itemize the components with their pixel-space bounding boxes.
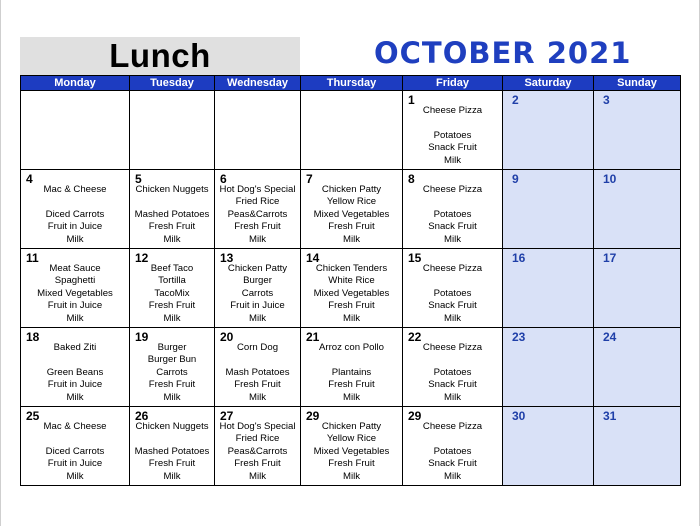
calendar-week-row: [21, 328, 681, 407]
calendar-day-cell: [594, 249, 681, 328]
menu-item: Cheese Pizza: [422, 421, 483, 432]
weekday-header: Thursday: [301, 76, 403, 91]
menu-item: Milk: [66, 233, 84, 245]
day-number: 12: [135, 251, 149, 265]
menu-list: [403, 184, 502, 246]
day-number: 21: [306, 330, 320, 344]
calendar-day-cell: [403, 407, 503, 486]
menu-list: [301, 421, 402, 483]
menu-list: [301, 342, 402, 404]
menu-item: Mixed Vegetables: [313, 445, 390, 457]
menu-item: Milk: [66, 312, 84, 324]
day-number: 13: [220, 251, 234, 265]
calendar-day-cell: [130, 328, 215, 407]
calendar-week-row: [21, 91, 681, 170]
calendar-day-cell: [503, 328, 594, 407]
menu-item: Fried Rice: [235, 433, 280, 445]
menu-list: [403, 263, 502, 325]
menu-item: Milk: [248, 470, 267, 482]
menu-item: Fruit in Juice: [47, 221, 103, 233]
menu-item: Mac & Cheese: [43, 184, 107, 195]
menu-item: Mixed Vegetables: [313, 287, 390, 299]
day-number: 26: [135, 409, 149, 423]
calendar-day-cell: [403, 91, 503, 170]
calendar-week-row: [21, 170, 681, 249]
menu-list: [215, 184, 300, 246]
menu-item: White Rice: [328, 275, 375, 287]
calendar-day-cell: [594, 328, 681, 407]
menu-item: Potatoes: [433, 129, 472, 141]
day-number: 29: [306, 409, 320, 423]
menu-item: Fruit in Juice: [47, 458, 103, 470]
day-number: 18: [26, 330, 40, 344]
menu-item: Snack Fruit: [428, 458, 477, 470]
calendar-day-cell: [594, 91, 681, 170]
day-number: 24: [603, 330, 617, 344]
menu-item: Potatoes: [433, 445, 472, 457]
weekday-header-row: [21, 76, 681, 91]
menu-item: Milk: [443, 391, 462, 403]
day-number: 8: [408, 172, 415, 186]
weekday-header: Saturday: [503, 76, 594, 91]
menu-item: [403, 196, 502, 208]
menu-item: Diced Carrots: [45, 208, 105, 220]
menu-item: [403, 433, 502, 445]
menu-item: [21, 196, 129, 208]
lunch-title: Lunch: [109, 37, 211, 74]
menu-item: Fresh Fruit: [328, 221, 375, 233]
day-number: 27: [220, 409, 234, 423]
menu-item: Carrots: [241, 287, 274, 299]
day-number: 4: [26, 172, 33, 186]
menu-list: [130, 263, 214, 325]
calendar-day-cell: [130, 249, 215, 328]
menu-item: Chicken Nuggets: [135, 184, 209, 195]
menu-item: Mixed Vegetables: [37, 287, 113, 299]
weekday-header: Sunday: [594, 76, 681, 91]
menu-item: Fresh Fruit: [328, 379, 375, 391]
menu-item: Fried Rice: [235, 196, 280, 208]
menu-item: Hot Dog's Special: [219, 421, 296, 432]
menu-item: Snack Fruit: [428, 300, 477, 312]
calendar-day-cell: [130, 91, 215, 170]
menu-item: Fresh Fruit: [234, 379, 281, 391]
menu-item: Milk: [342, 470, 361, 482]
menu-item: Mashed Potatoes: [134, 208, 210, 220]
menu-item: Chicken Nuggets: [135, 421, 209, 432]
menu-item: Mash Potatoes: [225, 366, 290, 378]
day-number: 11: [26, 251, 39, 265]
menu-item: Potatoes: [433, 366, 472, 378]
calendar-day-cell: [503, 91, 594, 170]
menu-item: Burger: [157, 342, 187, 353]
month-title: OCTOBER 2021: [374, 36, 632, 70]
menu-item: Yellow Rice: [326, 433, 377, 445]
menu-item: Mixed Vegetables: [313, 208, 390, 220]
menu-list: [130, 184, 214, 246]
day-number: 6: [220, 172, 227, 186]
day-number: 20: [220, 330, 234, 344]
menu-item: Milk: [248, 312, 267, 324]
calendar-day-cell: [215, 407, 301, 486]
menu-item: Milk: [342, 312, 361, 324]
day-number: 7: [306, 172, 313, 186]
menu-item: TacoMix: [154, 287, 190, 299]
menu-item: Tortilla: [158, 275, 186, 287]
menu-item: Fresh Fruit: [328, 300, 375, 312]
menu-item: Yellow Rice: [326, 196, 377, 208]
menu-item: [301, 354, 402, 366]
menu-item: [21, 433, 129, 445]
day-number: 1: [408, 93, 415, 107]
menu-item: Beef Taco: [150, 263, 194, 274]
menu-item: Fresh Fruit: [148, 300, 196, 312]
menu-item: Fresh Fruit: [234, 458, 281, 470]
calendar-day-cell: [503, 170, 594, 249]
menu-item: Chicken Patty: [321, 421, 382, 432]
calendar-day-cell: [594, 407, 681, 486]
menu-item: Milk: [443, 233, 462, 245]
menu-item: Cheese Pizza: [422, 342, 483, 353]
calendar-day-cell: [215, 170, 301, 249]
menu-item: Milk: [248, 391, 267, 403]
menu-list: [130, 421, 214, 483]
calendar-day-cell: [301, 91, 403, 170]
menu-item: Milk: [66, 470, 84, 482]
calendar-day-cell: [403, 328, 503, 407]
menu-item: Green Beans: [46, 366, 104, 378]
menu-item: Cheese Pizza: [422, 105, 483, 116]
calendar-day-cell: [301, 249, 403, 328]
menu-list: [21, 184, 129, 246]
menu-list: [403, 421, 502, 483]
day-number: 9: [512, 172, 519, 186]
day-number: 19: [135, 330, 149, 344]
menu-item: Fresh Fruit: [148, 458, 196, 470]
menu-item: Mashed Potatoes: [134, 445, 210, 457]
menu-item: Cheese Pizza: [422, 184, 483, 195]
menu-item: Peas&Carrots: [227, 445, 288, 457]
menu-item: [21, 354, 129, 366]
menu-item: Chicken Tenders: [315, 263, 388, 274]
menu-item: Plantains: [331, 366, 372, 378]
menu-list: [215, 263, 300, 325]
menu-list: [301, 184, 402, 246]
menu-item: Baked Ziti: [53, 342, 97, 353]
day-number: 3: [603, 93, 610, 107]
menu-item: [403, 354, 502, 366]
calendar-day-cell: [21, 249, 130, 328]
menu-item: Spaghetti: [54, 275, 96, 287]
day-number: 31: [603, 409, 617, 423]
calendar-day-cell: [503, 407, 594, 486]
calendar-day-cell: [503, 249, 594, 328]
menu-list: [215, 421, 300, 483]
weekday-header: Friday: [403, 76, 503, 91]
menu-list: [21, 342, 129, 404]
menu-list: [301, 263, 402, 325]
calendar-week-row: [21, 249, 681, 328]
menu-item: Milk: [163, 470, 181, 482]
day-number: 14: [306, 251, 320, 265]
menu-list: [21, 263, 129, 325]
menu-item: Milk: [163, 391, 181, 403]
calendar-day-cell: [130, 407, 215, 486]
menu-item: Hot Dog's Special: [219, 184, 296, 195]
weekday-header: Tuesday: [130, 76, 215, 91]
menu-list: [215, 342, 300, 404]
menu-list: [403, 342, 502, 404]
menu-item: Snack Fruit: [428, 221, 477, 233]
menu-item: Milk: [248, 233, 267, 245]
menu-item: Milk: [163, 233, 181, 245]
day-number: 30: [512, 409, 526, 423]
menu-item: [403, 117, 502, 129]
menu-item: Milk: [163, 312, 181, 324]
menu-item: Fresh Fruit: [148, 221, 196, 233]
menu-item: Arroz con Pollo: [318, 342, 385, 353]
day-number: 5: [135, 172, 142, 186]
menu-list: [403, 105, 502, 167]
menu-item: Potatoes: [433, 287, 472, 299]
day-number: 2: [512, 93, 519, 107]
menu-item: [130, 196, 214, 208]
menu-item: Burger Bun: [147, 354, 197, 366]
menu-list: [130, 342, 214, 404]
menu-list: [21, 421, 129, 483]
menu-item: Mac & Cheese: [43, 421, 107, 432]
calendar-week-row: [21, 407, 681, 486]
menu-item: Snack Fruit: [428, 142, 477, 154]
menu-item: Burger: [243, 275, 272, 287]
lunch-title-box: [20, 37, 300, 75]
day-number: 29: [408, 409, 422, 423]
menu-item: [403, 275, 502, 287]
day-number: 10: [603, 172, 617, 186]
menu-item: [215, 354, 300, 366]
menu-item: Peas&Carrots: [227, 208, 288, 220]
calendar-day-cell: [215, 249, 301, 328]
menu-item: Chicken Patty: [321, 184, 382, 195]
menu-item: Fresh Fruit: [234, 221, 281, 233]
calendar-day-cell: [301, 407, 403, 486]
calendar-day-cell: [21, 328, 130, 407]
menu-item: Snack Fruit: [428, 379, 477, 391]
menu-item: Fresh Fruit: [328, 458, 375, 470]
calendar-day-cell: [301, 170, 403, 249]
menu-item: Milk: [443, 470, 462, 482]
calendar-day-cell: [21, 170, 130, 249]
calendar-day-cell: [21, 407, 130, 486]
menu-item: Milk: [443, 312, 462, 324]
menu-item: Milk: [443, 154, 462, 166]
menu-item: Carrots: [156, 366, 188, 378]
menu-item: Milk: [342, 391, 361, 403]
day-number: 16: [512, 251, 526, 265]
calendar-day-cell: [215, 91, 301, 170]
menu-item: Fruit in Juice: [47, 379, 103, 391]
calendar-day-cell: [403, 249, 503, 328]
menu-item: Diced Carrots: [45, 445, 105, 457]
calendar-day-cell: [403, 170, 503, 249]
menu-item: Cheese Pizza: [422, 263, 483, 274]
menu-item: Potatoes: [433, 208, 472, 220]
calendar-day-cell: [215, 328, 301, 407]
menu-item: Fruit in Juice: [230, 300, 285, 312]
menu-item: Fruit in Juice: [47, 300, 103, 312]
menu-item: Meat Sauce: [49, 263, 101, 274]
day-number: 23: [512, 330, 526, 344]
menu-item: Milk: [66, 391, 84, 403]
weekday-header: Monday: [21, 76, 130, 91]
calendar-day-cell: [130, 170, 215, 249]
day-number: 17: [603, 251, 617, 265]
calendar-day-cell: [21, 91, 130, 170]
day-number: 15: [408, 251, 422, 265]
calendar-day-cell: [301, 328, 403, 407]
menu-item: [130, 433, 214, 445]
calendar-day-cell: [594, 170, 681, 249]
weekday-header: Wednesday: [215, 76, 301, 91]
menu-item: Corn Dog: [236, 342, 279, 353]
menu-item: Fresh Fruit: [148, 379, 196, 391]
menu-item: Chicken Patty: [227, 263, 288, 274]
day-number: 22: [408, 330, 422, 344]
lunch-calendar: [20, 75, 681, 486]
day-number: 25: [26, 409, 40, 423]
menu-item: Milk: [342, 233, 361, 245]
